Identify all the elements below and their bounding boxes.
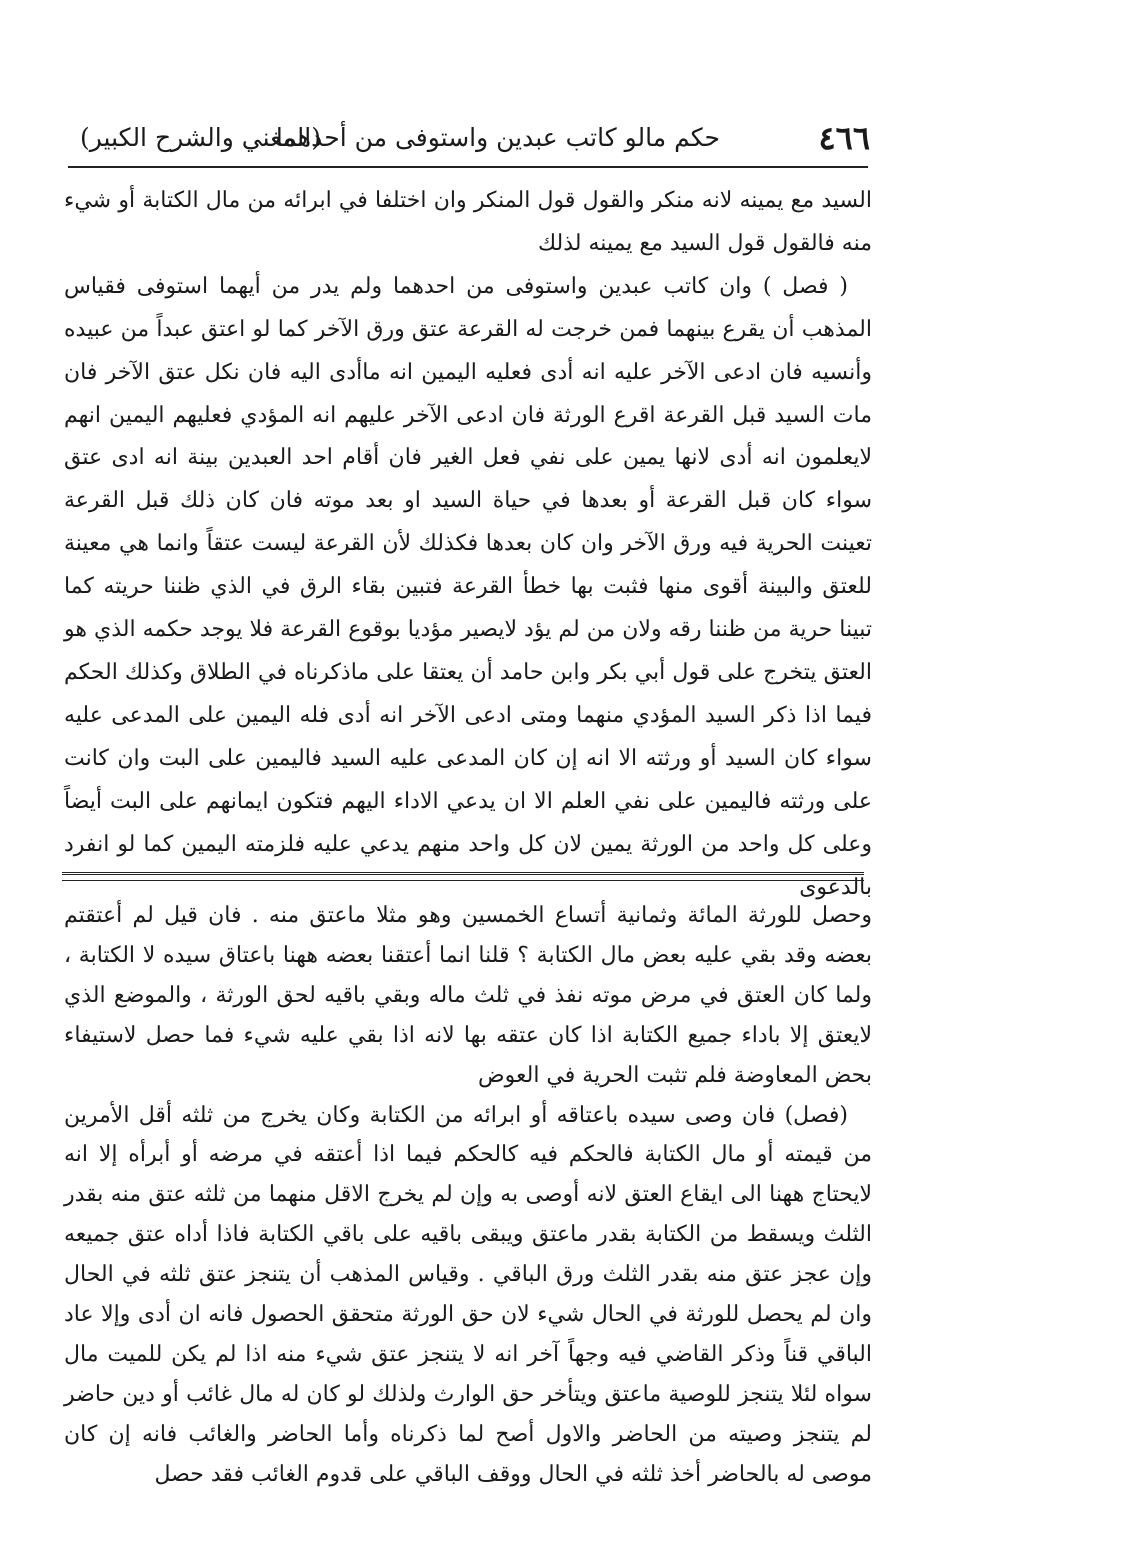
paragraph: ( فصل ) وان كاتب عبدين واستوفى من احدهما ولم يدر من أيهما استوفى فقياس المذهب أن يقرع بينهما فمن خرجت له القرعة عتق ورق الآخر كما لو اعتق عبداً من عبيده وأنسيه فان ادعى الآخر عليه انه أدى فعليه اليمين انه ماأدى اليه فان نكل عتق الآخر فان مات السيد قبل القرعة اقرع الورثة فان ادعى الآخر عليهم انه المؤدي فعليهم اليمين انهم لايعلمون انه أدى لانها يمين على نفي فعل الغير فان أقام احد العبدين بينة انه ادى عتق سواء كان قبل القرعة أو بعدها في حياة السيد او بعد موته فان كان ذلك قبل القرعة تعينت الحرية فيه ورق الآخر وان كان بعدها فكذلك لأن القرعة ليست عتقاً وانما هي معينة للعتق والبينة أقوى منها فثبت بها خطأ القرعة فتبين بقاء الرق في الذي ظننا حريته كما تبينا حرية من ظننا رقه ولان من لم يؤد لايصير مؤديا بوقوع القرعة فلا يوجد حكمه الذي هو العتق يتخرج على قول أبي بكر وابن حامد أن يعتقا على ماذكرناه في الطلاق وكذلك الحكم فيما اذا ذكر السيد المؤدي منهما ومتى ادعى الآخر انه أدى فله اليمين على المدعى عليه سواء كان السيد أو ورثته الا انه إن كان المدعى عليه السيد فاليمين على البت وان كانت على ورثته فاليمين على نفي العلم الا ان يدعي الاداء اليهم فتكون ايمانهم على البت أيضاً وعلى كل واحد من الورثة يمين لان كل واحد منهم يدعي عليه فلزمته اليمين كما لو انفرد بالدعوى (64, 273, 872, 900)
paragraph: (فصل) فان وصى سيده باعتاقه أو ابرائه من الكتابة وكان يخرج من ثلثه أقل الأمرين من قيمته أو مال الكتابة فالحكم فيه كالحكم فيما اذا أعتقه في مرضه أو أبرأه إلا انه لايحتاج ههنا الى ايقاع العتق لانه أوصى به وإن لم يخرج الاقل منهما من ثلثه عتق منه بقدر الثلث ويسقط من الكتابة بقدر ماعتق ويبقى باقيه على باقي الكتابة فاذا أداه عتق جميعه وإن عجز عتق منه بقدر الثلث ورق الباقي . وقياس المذهب أن يتنجز عتق ثلثه في الحال وان لم يحصل للورثة في الحال شيء لان حق الورثة متحقق الحصول فانه ان أدى وإلا عاد الباقي قناً وذكر القاضي فيه وجهاً آخر انه لا يتنجز عتق شيء منه اذا لم يكن للميت مال سواه لئلا يتنجز للوصية ماعتق ويتأخر حق الوارث ولذلك لو كان له مال غائب أو دين حاضر لم يتنجز وصيته من الحاضر والاول أصح لما ذكرناه وأما الحاضر والغائب فانه إن كان موصى له بالحاضر أخذ ثلثه في الحال ووقف الباقي على قدوم الغائب فقد حصل (64, 1102, 873, 1487)
paragraph: وحصل للورثة المائة وثمانية أتساع الخمسين وهو مثلا ماعتق منه . فان قيل لم أعتقتم بعضه وقد بقي عليه بعض مال الكتابة ؟ قلنا انما أعتقنا بعضه ههنا باعتاق سيده لا الكتابة ، ولما كان العتق في مرض موته نفذ في ثلث ماله وبقي باقيه لحق الورثة ، والموضع الذي لايعتق إلا باداء جميع الكتابة اذا كان عتقه بها لانه اذا بقي عليه شيء فما حصل لاستيفاء بحض المعاوضة فلم تثبت الحرية في العوض (64, 903, 872, 1088)
header-rule (68, 166, 868, 168)
paragraph: السيد مع يمينه لانه منكر والقول قول المنكر وان اختلفا في ابرائه من مال الكتابة أو شيء منه فالقول قول السيد مع يمينه لذلك (64, 188, 872, 256)
page-number: ٤٦٦ (818, 119, 870, 157)
footnote-separator-thin (62, 880, 864, 881)
book-title: (المغني والشرح الكبير) (80, 123, 321, 152)
lower-text (64, 896, 872, 1495)
main-text (64, 180, 872, 909)
running-title: حكم مالو كاتب عبدين واستوفى من أحدهما (275, 123, 720, 152)
page-header (80, 118, 870, 168)
footnote-separator (62, 872, 864, 875)
